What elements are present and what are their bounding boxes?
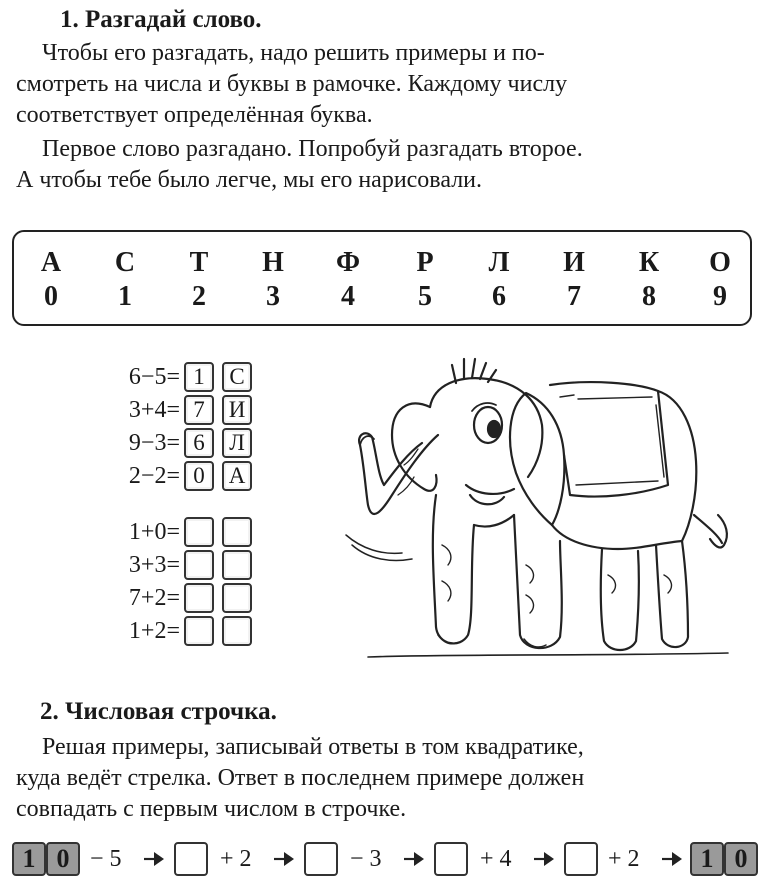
task2-line: совпадать с первым числом в строчке. xyxy=(16,796,407,822)
answer-cell[interactable] xyxy=(184,616,214,646)
answer-box[interactable] xyxy=(434,842,468,876)
key-pair xyxy=(253,246,293,314)
key-digit: 2 xyxy=(192,281,206,312)
answer-box[interactable] xyxy=(564,842,598,876)
task2-instructions xyxy=(16,732,584,825)
end-digit: 0 xyxy=(724,842,758,876)
task1-line: Чтобы его разгадать, надо решить примеры и по- xyxy=(42,40,545,66)
key-digit: 4 xyxy=(341,281,355,312)
task2-line: Решая примеры, записывай ответы в том квадратике, xyxy=(42,734,584,760)
key-pair xyxy=(405,246,445,314)
letter-cell: С xyxy=(222,362,252,392)
elephant-illustration xyxy=(338,345,738,665)
answer-box[interactable] xyxy=(304,842,338,876)
start-digit: 0 xyxy=(46,842,80,876)
key-pair xyxy=(105,246,145,314)
example-expression: 1+0= xyxy=(128,519,180,545)
key-digit: 8 xyxy=(642,281,656,312)
key-digit: 6 xyxy=(492,281,506,312)
key-letter: И xyxy=(563,247,585,278)
arrow-right-icon xyxy=(534,848,554,870)
operation: + 4 xyxy=(480,846,512,872)
key-digit: 3 xyxy=(266,281,280,312)
key-letter: К xyxy=(638,247,660,278)
task1-line: соответствует определённая буква. xyxy=(16,102,373,128)
answer-cell: 0 xyxy=(184,461,214,491)
operation: − 5 xyxy=(90,846,122,872)
operation: + 2 xyxy=(608,846,640,872)
answer-cell[interactable] xyxy=(184,550,214,580)
answer-cell[interactable] xyxy=(184,583,214,613)
key-pair xyxy=(179,246,219,314)
arrow-right-icon xyxy=(404,848,424,870)
example-expression: 9−3= xyxy=(128,430,180,456)
key-letter: Т xyxy=(189,247,209,278)
operation: + 2 xyxy=(220,846,252,872)
number-chain xyxy=(0,840,768,880)
key-pair xyxy=(328,246,368,314)
key-pair xyxy=(479,246,519,314)
letter-cell[interactable] xyxy=(222,583,252,613)
key-letter: О xyxy=(709,247,731,278)
task1-title: 1. Разгадай слово. xyxy=(60,6,262,33)
key-letter: Л xyxy=(488,247,510,278)
task2-line: куда ведёт стрелка. Ответ в последнем примере должен xyxy=(16,765,585,791)
letter-cell[interactable] xyxy=(222,616,252,646)
key-digit: 5 xyxy=(418,281,432,312)
key-letter: Р xyxy=(416,247,434,278)
answer-cell: 7 xyxy=(184,395,214,425)
key-digit: 7 xyxy=(567,281,581,312)
example-expression: 3+4= xyxy=(128,397,180,423)
answer-cell: 6 xyxy=(184,428,214,458)
answer-cell[interactable] xyxy=(184,517,214,547)
key-pair xyxy=(31,246,71,314)
task1-line: смотреть на числа и буквы в рамочке. Каждому числу xyxy=(16,71,568,97)
example-expression: 6−5= xyxy=(128,364,180,390)
task1-hint-line: А чтобы тебе было легче, мы его нарисовали. xyxy=(16,167,483,193)
letter-cell[interactable] xyxy=(222,517,252,547)
key-digit: 9 xyxy=(713,281,727,312)
key-pair xyxy=(554,246,594,314)
answer-cell: 1 xyxy=(184,362,214,392)
key-letter: Н xyxy=(262,247,284,278)
example-expression: 1+2= xyxy=(128,618,180,644)
start-digit: 1 xyxy=(12,842,46,876)
arrow-right-icon xyxy=(144,848,164,870)
example-expression: 3+3= xyxy=(128,552,180,578)
key-pair xyxy=(629,246,669,314)
letter-number-key xyxy=(12,230,752,326)
operation: − 3 xyxy=(350,846,382,872)
key-letter: Ф xyxy=(335,247,361,278)
key-digit: 1 xyxy=(118,281,132,312)
example-expression: 2−2= xyxy=(128,463,180,489)
letter-cell: И xyxy=(222,395,252,425)
letter-cell: Л xyxy=(222,428,252,458)
example-expression: 7+2= xyxy=(128,585,180,611)
task1-hint-line: Первое слово разгадано. Попробуй разгадать второе. xyxy=(42,136,583,162)
key-letter: С xyxy=(114,247,136,278)
answer-box[interactable] xyxy=(174,842,208,876)
end-digit: 1 xyxy=(690,842,724,876)
letter-cell[interactable] xyxy=(222,550,252,580)
task2-title: 2. Числовая строчка. xyxy=(40,698,277,725)
arrow-right-icon xyxy=(274,848,294,870)
key-digit: 0 xyxy=(44,281,58,312)
task1-instructions xyxy=(16,38,758,131)
key-letter: А xyxy=(40,247,62,278)
key-pair xyxy=(700,246,740,314)
letter-cell: А xyxy=(222,461,252,491)
arrow-right-icon xyxy=(662,848,682,870)
task1-hint xyxy=(16,134,583,196)
